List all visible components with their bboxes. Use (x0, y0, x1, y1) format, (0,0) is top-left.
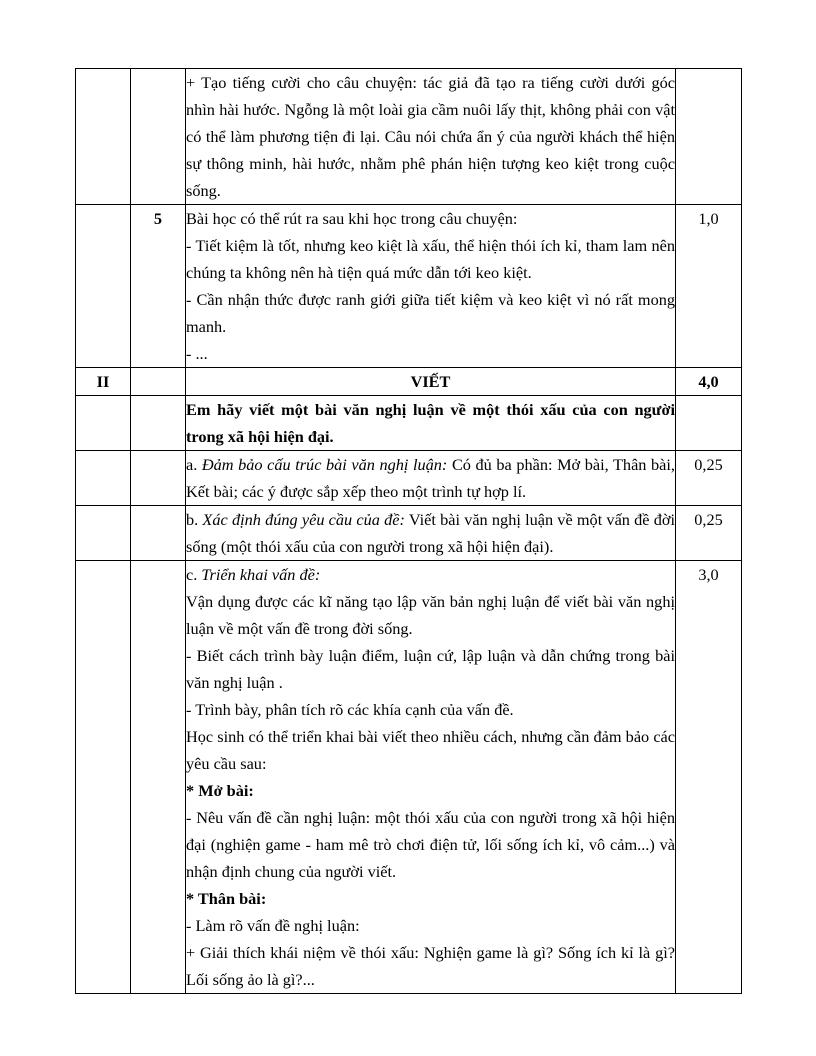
content-paragraph: - ... (186, 344, 208, 363)
criterion-title: Đảm bảo cấu trúc bài văn nghị luận: (201, 455, 448, 474)
criterion-label: b. (186, 510, 203, 529)
cell-question-number (131, 69, 186, 205)
content-paragraph: + Giải thích khái niệm về thói xấu: Nghiện game là gì? Sống ích kỉ là gì? Lối sống ảo là gì?... (186, 943, 675, 989)
cell-part (76, 561, 131, 994)
cell-content (186, 451, 676, 506)
cell-part (76, 205, 131, 368)
content-paragraph: Học sinh có thể triển khai bài viết theo nhiều cách, nhưng cần đảm bảo các yêu cầu sau: (186, 727, 675, 773)
criterion-title: Triển khai vấn đề: (201, 565, 321, 584)
table-row (76, 205, 742, 368)
cell-content (186, 69, 676, 205)
section-heading: VIẾT (186, 368, 676, 396)
content-paragraph: - Biết cách trình bày luận điểm, luận cứ, lập luận và dẫn chứng trong bài văn nghị luận . (186, 646, 675, 692)
cell-part: II (76, 368, 131, 396)
cell-question-number: 5 (131, 205, 186, 368)
content-paragraph: - Cần nhận thức được ranh giới giữa tiết kiệm và keo kiệt vì nó rất mong manh. (186, 290, 675, 336)
cell-question-number (131, 396, 186, 451)
content-paragraph: + Tạo tiếng cười cho câu chuyện: tác giả đã tạo ra tiếng cười dưới góc nhìn hài hước. Ngỗng là một loài gia cầm nuôi lấy thịt, không phải con vật có thể làm phương tiện đi lại. Câu nói chứa ẩn ý của người khách thể hiện sự thông minh, hài hước, nhằm phê phán hiện tượng keo kiệt trong cuộc sống. (186, 73, 675, 200)
cell-score: 4,0 (676, 368, 742, 396)
cell-content (186, 396, 676, 451)
table-row (76, 451, 742, 506)
content-paragraph: Bài học có thể rút ra sau khi học trong câu chuyện: (186, 209, 518, 228)
criterion-title: Xác định đúng yêu cầu của đề: (202, 510, 405, 529)
criterion-detail: Viết bài văn nghị luận về một vấn đề đời sống (một thói xấu của con người trong xã hội hiện đại). (186, 510, 675, 556)
cell-question-number (131, 451, 186, 506)
content-paragraph: Vận dụng được các kĩ năng tạo lập văn bản nghị luận để viết bài văn nghị luận về một vấn đề trong đời sống. (186, 592, 675, 638)
cell-score: 3,0 (676, 561, 742, 994)
table-row (76, 396, 742, 451)
cell-part (76, 69, 131, 205)
criterion-a (186, 451, 675, 505)
cell-question-number (131, 368, 186, 396)
criterion-label: a. (186, 455, 202, 474)
content-paragraph: - Nêu vấn đề cần nghị luận: một thói xấu của con người trong xã hội hiện đại (nghiện game - ham mê trò chơi điện tử, lối sống ích kỉ, vô cảm...) và nhận định chung của người viết. (186, 808, 675, 881)
content-paragraph: - Trình bày, phân tích rõ các khía cạnh của vấn đề. (186, 700, 514, 719)
content-paragraph: - Tiết kiệm là tốt, nhưng keo kiệt là xấu, thể hiện thói ích kỉ, tham lam nên chúng ta không nên hà tiện quá mức dẫn tới keo kiệt. (186, 236, 675, 282)
cell-question-number (131, 561, 186, 994)
subheading-mo-bai: * Mở bài: (186, 781, 254, 800)
answer-key-table (75, 68, 742, 994)
answer-key-sheet (75, 68, 741, 994)
cell-score: 0,25 (676, 506, 742, 561)
cell-content (186, 205, 676, 368)
cell-score: 1,0 (676, 205, 742, 368)
cell-score (676, 396, 742, 451)
cell-score (676, 69, 742, 205)
cell-content (186, 561, 676, 994)
cell-content (186, 506, 676, 561)
table-row (76, 561, 742, 994)
table-row (76, 69, 742, 205)
writing-prompt: Em hãy viết một bài văn nghị luận về một thói xấu của con người trong xã hội hiện đại. (186, 400, 675, 446)
cell-part (76, 506, 131, 561)
criterion-detail: Có đủ ba phần: Mở bài, Thân bài, Kết bài; các ý được sắp xếp theo một trình tự hợp lí. (186, 455, 675, 501)
criterion-c (186, 561, 675, 588)
content-paragraph: - Làm rõ vấn đề nghị luận: (186, 916, 360, 935)
table-row (76, 368, 742, 396)
criterion-b (186, 506, 675, 560)
cell-score: 0,25 (676, 451, 742, 506)
subheading-than-bai: * Thân bài: (186, 889, 267, 908)
criterion-label: c. (186, 565, 202, 584)
cell-part (76, 396, 131, 451)
table-row (76, 506, 742, 561)
table-body (76, 69, 742, 994)
cell-part (76, 451, 131, 506)
cell-question-number (131, 506, 186, 561)
